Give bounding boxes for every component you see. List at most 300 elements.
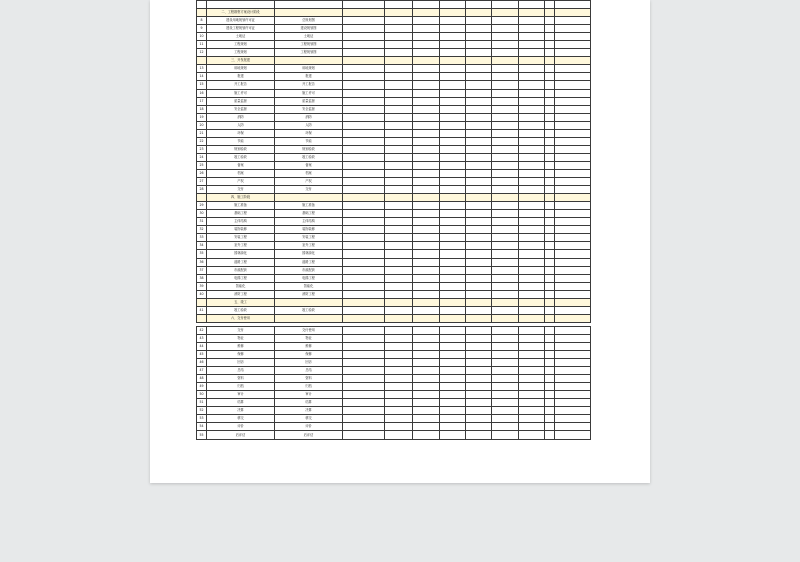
empty-cell (519, 169, 545, 177)
empty-cell (413, 113, 440, 121)
table-row (197, 81, 591, 89)
empty-cell (413, 129, 440, 137)
empty-cell (555, 334, 591, 342)
table-row (197, 351, 591, 359)
empty-cell (545, 375, 555, 383)
empty-cell (466, 342, 492, 350)
empty-cell (545, 25, 555, 33)
table-row (197, 73, 591, 81)
empty-cell (440, 326, 466, 334)
empty-cell (492, 129, 519, 137)
empty-cell (466, 81, 492, 89)
item-cell: 物业 (207, 334, 275, 342)
content-cell: 规划验收 (275, 145, 343, 153)
empty-cell (545, 258, 555, 266)
table-row (197, 113, 591, 121)
item-cell: 竣工验收 (207, 306, 275, 314)
empty-cell (555, 202, 591, 210)
empty-cell (492, 274, 519, 282)
empty-cell (413, 334, 440, 342)
empty-cell (519, 375, 545, 383)
empty-cell (492, 342, 519, 350)
empty-cell (385, 105, 413, 113)
row-number: 17 (197, 97, 207, 105)
item-cell: 建设用地规划许可证 (207, 17, 275, 25)
empty-cell (519, 194, 545, 202)
empty-cell (545, 242, 555, 250)
section-title: 六、交付使用 (207, 314, 275, 322)
empty-cell (466, 137, 492, 145)
item-cell: 智能化 (207, 282, 275, 290)
empty-cell (343, 218, 385, 226)
empty-cell (545, 17, 555, 25)
item-cell: 备案 (207, 161, 275, 169)
empty-cell (519, 17, 545, 25)
empty-cell (492, 326, 519, 334)
table-row (197, 290, 591, 298)
empty-cell (385, 17, 413, 25)
row-number: 31 (197, 218, 207, 226)
empty-cell (440, 415, 466, 423)
item-cell: 保修 (207, 351, 275, 359)
empty-cell (385, 375, 413, 383)
empty-cell (555, 65, 591, 73)
empty-cell (466, 97, 492, 105)
empty-cell (545, 218, 555, 226)
empty-cell (413, 306, 440, 314)
empty-cell (440, 161, 466, 169)
section-title: 五、竣工 (207, 298, 275, 306)
empty-cell (555, 391, 591, 399)
section-title: 四、施工阶段 (207, 194, 275, 202)
empty-cell (385, 266, 413, 274)
row-number: 8 (197, 17, 207, 25)
empty-cell (385, 65, 413, 73)
empty-cell (466, 49, 492, 57)
empty-cell (519, 57, 545, 65)
empty-cell (545, 153, 555, 161)
table-row (197, 431, 591, 439)
empty-cell (343, 375, 385, 383)
empty-cell (343, 210, 385, 218)
row-number: 28 (197, 186, 207, 194)
empty-cell (413, 9, 440, 17)
empty-cell (466, 17, 492, 25)
content-cell: 竣工验收 (275, 153, 343, 161)
empty-cell (519, 274, 545, 282)
empty-cell (519, 383, 545, 391)
empty-cell (440, 153, 466, 161)
empty-cell (519, 226, 545, 234)
empty-cell (343, 97, 385, 105)
row-number: 18 (197, 105, 207, 113)
empty-cell (519, 25, 545, 33)
empty-cell (555, 218, 591, 226)
empty-cell (343, 258, 385, 266)
empty-cell (545, 226, 555, 234)
empty-cell (466, 282, 492, 290)
item-cell: 档案 (207, 169, 275, 177)
empty-cell (440, 334, 466, 342)
empty-cell (385, 290, 413, 298)
empty-cell (519, 306, 545, 314)
empty-cell (440, 431, 466, 439)
empty-cell (343, 407, 385, 415)
empty-cell (555, 178, 591, 186)
empty-cell (545, 33, 555, 41)
empty-cell (545, 81, 555, 89)
empty-cell (440, 423, 466, 431)
table-row (197, 407, 591, 415)
item-cell: 工程规划 (207, 49, 275, 57)
empty-cell (440, 351, 466, 359)
empty-cell (555, 33, 591, 41)
content-cell: 交付 (275, 186, 343, 194)
row-number: 34 (197, 242, 207, 250)
empty-cell (555, 73, 591, 81)
empty-cell (545, 169, 555, 177)
empty-cell (385, 194, 413, 202)
row-number: 21 (197, 129, 207, 137)
item-cell: 维修 (207, 342, 275, 350)
content-cell: 工程规划图 (275, 49, 343, 57)
row-number-cell (197, 314, 207, 322)
empty-cell (343, 202, 385, 210)
content-cell: 安全监督 (275, 105, 343, 113)
item-cell: 主体结构 (207, 218, 275, 226)
empty-cell (440, 407, 466, 415)
empty-cell (545, 407, 555, 415)
empty-cell (440, 49, 466, 57)
empty-cell (413, 65, 440, 73)
empty-cell (385, 407, 413, 415)
empty-cell (343, 334, 385, 342)
row-number: 38 (197, 274, 207, 282)
empty-cell (466, 234, 492, 242)
empty-cell (519, 153, 545, 161)
empty-cell (492, 57, 519, 65)
empty-cell (545, 57, 555, 65)
empty-cell (413, 290, 440, 298)
empty-cell (519, 399, 545, 407)
item-cell: 总结 (207, 367, 275, 375)
empty-cell (519, 314, 545, 322)
empty-cell (466, 113, 492, 121)
empty-cell (519, 1, 545, 9)
row-number: 49 (197, 383, 207, 391)
empty-cell (545, 351, 555, 359)
empty-cell (519, 258, 545, 266)
empty-cell (385, 97, 413, 105)
empty-cell (519, 391, 545, 399)
empty-cell (492, 1, 519, 9)
row-number: 15 (197, 81, 207, 89)
content-cell: 智能化 (275, 282, 343, 290)
row-number: 22 (197, 137, 207, 145)
empty-cell (413, 105, 440, 113)
empty-cell (519, 431, 545, 439)
empty-cell (413, 351, 440, 359)
table-row (197, 161, 591, 169)
empty-cell (413, 242, 440, 250)
empty-cell (466, 326, 492, 334)
empty-cell (413, 367, 440, 375)
empty-cell (545, 274, 555, 282)
content-cell (275, 1, 343, 9)
item-cell: 装饰装修 (207, 226, 275, 234)
empty-cell (343, 290, 385, 298)
empty-cell (413, 423, 440, 431)
item-cell: 结算 (207, 399, 275, 407)
content-cell: 园林绿化 (275, 250, 343, 258)
empty-cell (440, 25, 466, 33)
empty-cell (413, 218, 440, 226)
item-cell: 竣工验收 (207, 153, 275, 161)
item-cell: 开工报告 (207, 81, 275, 89)
item-cell: 电梯工程 (207, 274, 275, 282)
table-row (197, 89, 591, 97)
empty-cell (545, 342, 555, 350)
item-cell: 人防 (207, 121, 275, 129)
empty-cell (545, 298, 555, 306)
empty-cell (555, 415, 591, 423)
empty-cell (385, 33, 413, 41)
section-title: 二、工程勘察方案设计阶段 (207, 9, 275, 17)
item-cell: 交付 (207, 326, 275, 334)
empty-cell (519, 73, 545, 81)
empty-cell (413, 250, 440, 258)
empty-cell (545, 121, 555, 129)
item-cell: 产权 (207, 178, 275, 186)
document-page (150, 0, 650, 483)
empty-cell (343, 153, 385, 161)
table-row (197, 105, 591, 113)
table-row (197, 33, 591, 41)
empty-cell (413, 298, 440, 306)
empty-cell (413, 57, 440, 65)
empty-cell (492, 314, 519, 322)
empty-cell (555, 41, 591, 49)
empty-cell (440, 33, 466, 41)
empty-cell (555, 242, 591, 250)
content-cell: 人防 (275, 121, 343, 129)
empty-cell (466, 161, 492, 169)
empty-cell (413, 274, 440, 282)
empty-cell (492, 73, 519, 81)
item-cell: 施工许可 (207, 89, 275, 97)
empty-cell (466, 431, 492, 439)
row-number: 24 (197, 153, 207, 161)
empty-cell (440, 81, 466, 89)
row-number: 39 (197, 282, 207, 290)
table-row (197, 49, 591, 57)
content-cell: 市政配套 (275, 266, 343, 274)
empty-cell (440, 226, 466, 234)
empty-cell (466, 129, 492, 137)
empty-cell (343, 298, 385, 306)
empty-cell (385, 49, 413, 57)
table-row (197, 25, 591, 33)
empty-cell (555, 407, 591, 415)
empty-cell (555, 290, 591, 298)
empty-cell (492, 41, 519, 49)
empty-cell (466, 186, 492, 194)
content-cell: 质量监督 (275, 97, 343, 105)
empty-cell (343, 415, 385, 423)
empty-cell (343, 342, 385, 350)
content-cell: 评价 (275, 423, 343, 431)
empty-cell (466, 210, 492, 218)
empty-cell (466, 415, 492, 423)
table-row (197, 65, 591, 73)
empty-cell (343, 423, 385, 431)
empty-cell (440, 9, 466, 17)
empty-cell (555, 9, 591, 17)
empty-cell (555, 258, 591, 266)
empty-cell (545, 161, 555, 169)
empty-cell (555, 298, 591, 306)
item-cell: 环保 (207, 129, 275, 137)
content-cell: 后评估 (275, 431, 343, 439)
table-row (197, 153, 591, 161)
table-row (197, 258, 591, 266)
empty-cell (492, 282, 519, 290)
table-row (197, 226, 591, 234)
empty-cell (343, 250, 385, 258)
item-cell: 市政配套 (207, 266, 275, 274)
content-cell: 施工准备 (275, 202, 343, 210)
empty-cell (466, 226, 492, 234)
empty-cell (466, 258, 492, 266)
row-number: 30 (197, 210, 207, 218)
empty-cell (555, 1, 591, 9)
empty-cell (385, 153, 413, 161)
item-cell: 道路工程 (207, 258, 275, 266)
empty-cell (555, 326, 591, 334)
empty-cell (343, 81, 385, 89)
empty-cell (466, 121, 492, 129)
empty-cell (440, 65, 466, 73)
empty-cell (385, 334, 413, 342)
empty-cell (555, 121, 591, 129)
empty-cell (385, 242, 413, 250)
empty-cell (555, 129, 591, 137)
empty-cell (519, 33, 545, 41)
empty-cell (343, 113, 385, 121)
table-row (197, 169, 591, 177)
row-number: 9 (197, 25, 207, 33)
row-number: 29 (197, 202, 207, 210)
table-row (197, 391, 591, 399)
row-number: 37 (197, 266, 207, 274)
empty-cell (413, 210, 440, 218)
empty-cell (466, 33, 492, 41)
empty-cell (555, 274, 591, 282)
empty-cell (555, 306, 591, 314)
table-row (197, 210, 591, 218)
empty-cell (555, 367, 591, 375)
empty-cell (440, 266, 466, 274)
content-cell: 土地证 (275, 33, 343, 41)
empty-cell (492, 367, 519, 375)
empty-cell (545, 399, 555, 407)
content-cell: 环保 (275, 129, 343, 137)
empty-cell (466, 407, 492, 415)
empty-cell (519, 178, 545, 186)
empty-cell (519, 202, 545, 210)
table-row (197, 250, 591, 258)
row-number: 26 (197, 169, 207, 177)
empty-cell (385, 81, 413, 89)
empty-cell (385, 9, 413, 17)
empty-cell (545, 234, 555, 242)
row-number: 25 (197, 161, 207, 169)
table-row (197, 186, 591, 194)
row-number: 52 (197, 407, 207, 415)
empty-cell (555, 186, 591, 194)
empty-cell (555, 57, 591, 65)
empty-cell (519, 113, 545, 121)
content-cell: 电梯工程 (275, 274, 343, 282)
empty-cell (385, 423, 413, 431)
empty-cell (343, 73, 385, 81)
empty-cell (385, 250, 413, 258)
content-cell: 消防工程 (275, 290, 343, 298)
empty-cell (343, 105, 385, 113)
empty-cell (385, 274, 413, 282)
item-cell: 后评估 (207, 431, 275, 439)
empty-cell (492, 202, 519, 210)
empty-cell (492, 194, 519, 202)
table-row (197, 1, 591, 9)
item-cell: 决算 (207, 407, 275, 415)
empty-cell (385, 73, 413, 81)
item-cell: 回访 (207, 359, 275, 367)
empty-cell (519, 9, 545, 17)
row-number: 50 (197, 391, 207, 399)
table-row (197, 326, 591, 334)
empty-cell (466, 242, 492, 250)
empty-cell (555, 137, 591, 145)
empty-cell (343, 242, 385, 250)
empty-cell (519, 351, 545, 359)
empty-cell (440, 314, 466, 322)
row-number: 40 (197, 290, 207, 298)
empty-cell (343, 383, 385, 391)
empty-cell (466, 1, 492, 9)
content-cell: 保修 (275, 351, 343, 359)
empty-cell (466, 169, 492, 177)
empty-cell (555, 399, 591, 407)
empty-cell (413, 178, 440, 186)
row-number (197, 1, 207, 9)
empty-cell (385, 415, 413, 423)
table-row (197, 274, 591, 282)
empty-cell (545, 202, 555, 210)
empty-cell (343, 194, 385, 202)
item-cell: 节能 (207, 137, 275, 145)
row-number: 10 (197, 33, 207, 41)
content-cell: 总结 (275, 367, 343, 375)
schedule-table (196, 0, 591, 440)
empty-cell (440, 342, 466, 350)
empty-cell (275, 298, 343, 306)
empty-cell (440, 218, 466, 226)
row-number-cell (197, 298, 207, 306)
empty-cell (343, 186, 385, 194)
empty-cell (343, 399, 385, 407)
empty-cell (385, 186, 413, 194)
